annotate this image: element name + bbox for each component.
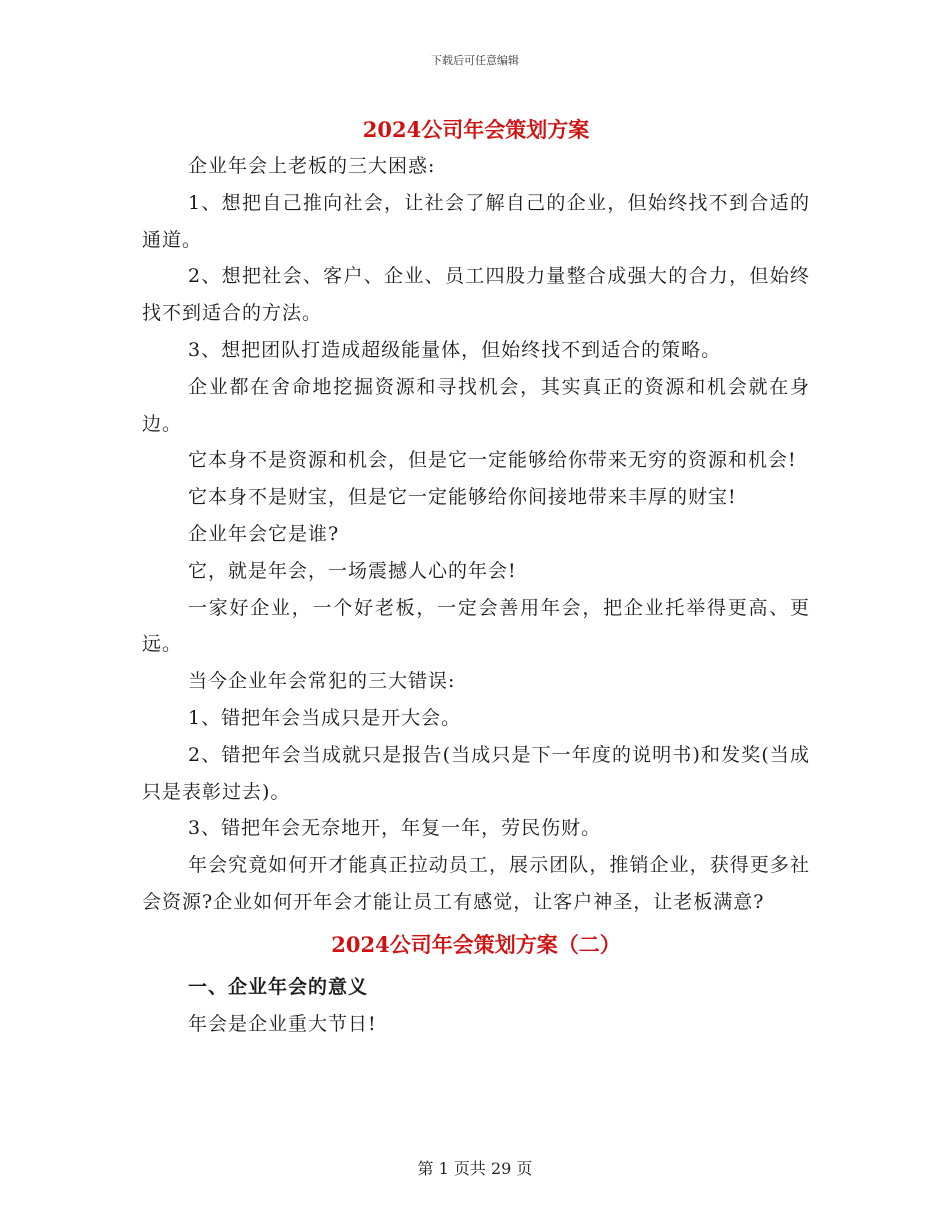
section-title-2: 2024公司年会策划方案（二） — [331, 931, 621, 957]
paragraph-1: 企业年会上老板的三大困惑: — [188, 155, 436, 177]
paragraph-8: 企业年会它是谁? — [188, 522, 340, 545]
paragraph-6: 它本身不是资源和机会，但是它一定能够给你带来无穷的资源和机会! — [188, 449, 797, 472]
paragraph-4: 3、想把团队打造成超级能量体，但始终找不到适合的策略。 — [188, 338, 722, 361]
page-footer: 第 1 页共 29 页 — [417, 1159, 533, 1178]
paragraph-12: 1、错把年会当成只是开大会。 — [188, 706, 462, 729]
document-title: 2024公司年会策划方案 — [362, 117, 590, 142]
section-text: 年会是企业重大节日! — [188, 1012, 377, 1035]
document-body — [142, 112, 810, 1042]
paragraph-5: 企业都在舍命地挖掘资源和寻找机会，其实真正的资源和机会就在身边。 — [142, 375, 810, 435]
paragraph-10: 一家好企业，一个好老板，一定会善用年会，把企业托举得更高、更远。 — [142, 596, 810, 656]
paragraph-3: 2、想把社会、客户、企业、员工四股力量整合成强大的合力，但始终找不到适合的方法。 — [142, 265, 810, 325]
paragraph-2: 1、想把自己推向社会，让社会了解自己的企业，但始终找不到合适的通道。 — [142, 191, 810, 251]
page-header-note: 下载后可任意编辑 — [431, 54, 519, 67]
paragraph-13: 2、错把年会当成就只是报告(当成只是下一年度的说明书)和发奖(当成只是表彰过去)。 — [142, 743, 810, 803]
paragraph-9: 它，就是年会，一场震撼人心的年会! — [188, 559, 517, 582]
section-heading: 一、企业年会的意义 — [188, 975, 369, 998]
paragraph-15: 年会究竟如何开才能真正拉动员工，展示团队，推销企业，获得更多社会资源?企业如何开年会才能让员工有感觉，让客户神圣，让老板满意? — [142, 854, 810, 913]
paragraph-11: 当今企业年会常犯的三大错误: — [188, 670, 456, 693]
paragraph-14: 3、错把年会无奈地开，年复一年，劳民伤财。 — [188, 817, 602, 840]
paragraph-7: 它本身不是财宝，但是它一定能够给你间接地带来丰厚的财宝! — [188, 486, 737, 509]
